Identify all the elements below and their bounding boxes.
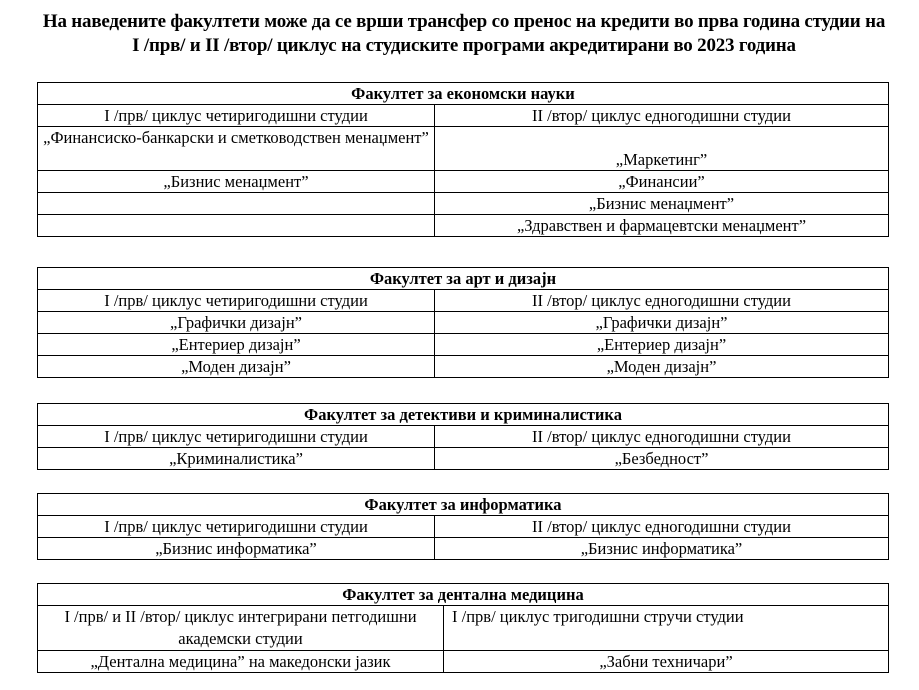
faculty-name: Факултет за детективи и криминалистика (38, 404, 889, 426)
program-cell: „Маркетинг” (435, 127, 889, 171)
faculty-table-informatics (37, 493, 889, 560)
program-cell: „Моден дизајн” (38, 356, 435, 378)
column-header-first-cycle: I /прв/ циклус четиригодишни студии (38, 426, 435, 448)
program-cell: „Бизнис менаџмент” (38, 171, 435, 193)
program-cell: „Безбедност” (435, 448, 889, 470)
program-cell: „Графички дизајн” (38, 312, 435, 334)
faculty-table-criminalistics (37, 403, 889, 470)
column-header-first-cycle: I /прв/ циклус четиригодишни студии (38, 105, 435, 127)
program-cell: „Моден дизајн” (435, 356, 889, 378)
faculty-name: Факултет за економски науки (38, 83, 889, 105)
faculty-name: Факултет за дентална медицина (38, 584, 889, 606)
program-cell: „Финансии” (435, 171, 889, 193)
column-header-second-cycle: II /втор/ циклус едногодишни студии (435, 105, 889, 127)
program-cell: „Криминалистика” (38, 448, 435, 470)
program-cell-empty (38, 193, 435, 215)
program-cell: „Бизнис информатика” (435, 538, 889, 560)
program-cell: „Дентална медицина” на македонски јазик (38, 651, 444, 673)
program-cell-empty (38, 215, 435, 237)
document-title: На наведените факултети може да се врши трансфер со пренос на кредити во прва година студии на I /прв/ и II /втор/ циклус на студиските програми акредитирани во 2023 година (42, 11, 886, 56)
column-header-second-cycle: II /втор/ циклус едногодишни студии (435, 426, 889, 448)
column-header-second-cycle: II /втор/ циклус едногодишни студии (435, 516, 889, 538)
faculty-table-dental-medicine (37, 583, 889, 673)
faculty-table-art-design (37, 267, 889, 378)
program-cell: „Здравствен и фармацевтски менаџмент” (435, 215, 889, 237)
program-cell: „Бизнис информатика” (38, 538, 435, 560)
column-header-first-cycle: I /прв/ циклус четиригодишни студии (38, 516, 435, 538)
program-cell: „Ентериер дизајн” (38, 334, 435, 356)
program-cell: „Графички дизајн” (435, 312, 889, 334)
column-header-integrated-cycle: I /прв/ и II /втор/ циклус интегрирани петгодишни академски студии (38, 606, 444, 651)
faculty-table-economics (37, 82, 889, 237)
program-cell: „Финансиско-банкарски и сметководствен менаџмент” (38, 127, 435, 171)
program-cell: „Забни техничари” (444, 651, 889, 673)
column-header-professional-cycle: I /прв/ циклус тригодишни стручи студии (444, 606, 889, 651)
program-cell: „Ентериер дизајн” (435, 334, 889, 356)
program-cell: „Бизнис менаџмент” (435, 193, 889, 215)
column-header-first-cycle: I /прв/ циклус четиригодишни студии (38, 290, 435, 312)
faculty-name: Факултет за информатика (38, 494, 889, 516)
faculty-name: Факултет за арт и дизајн (38, 268, 889, 290)
column-header-second-cycle: II /втор/ циклус едногодишни студии (435, 290, 889, 312)
